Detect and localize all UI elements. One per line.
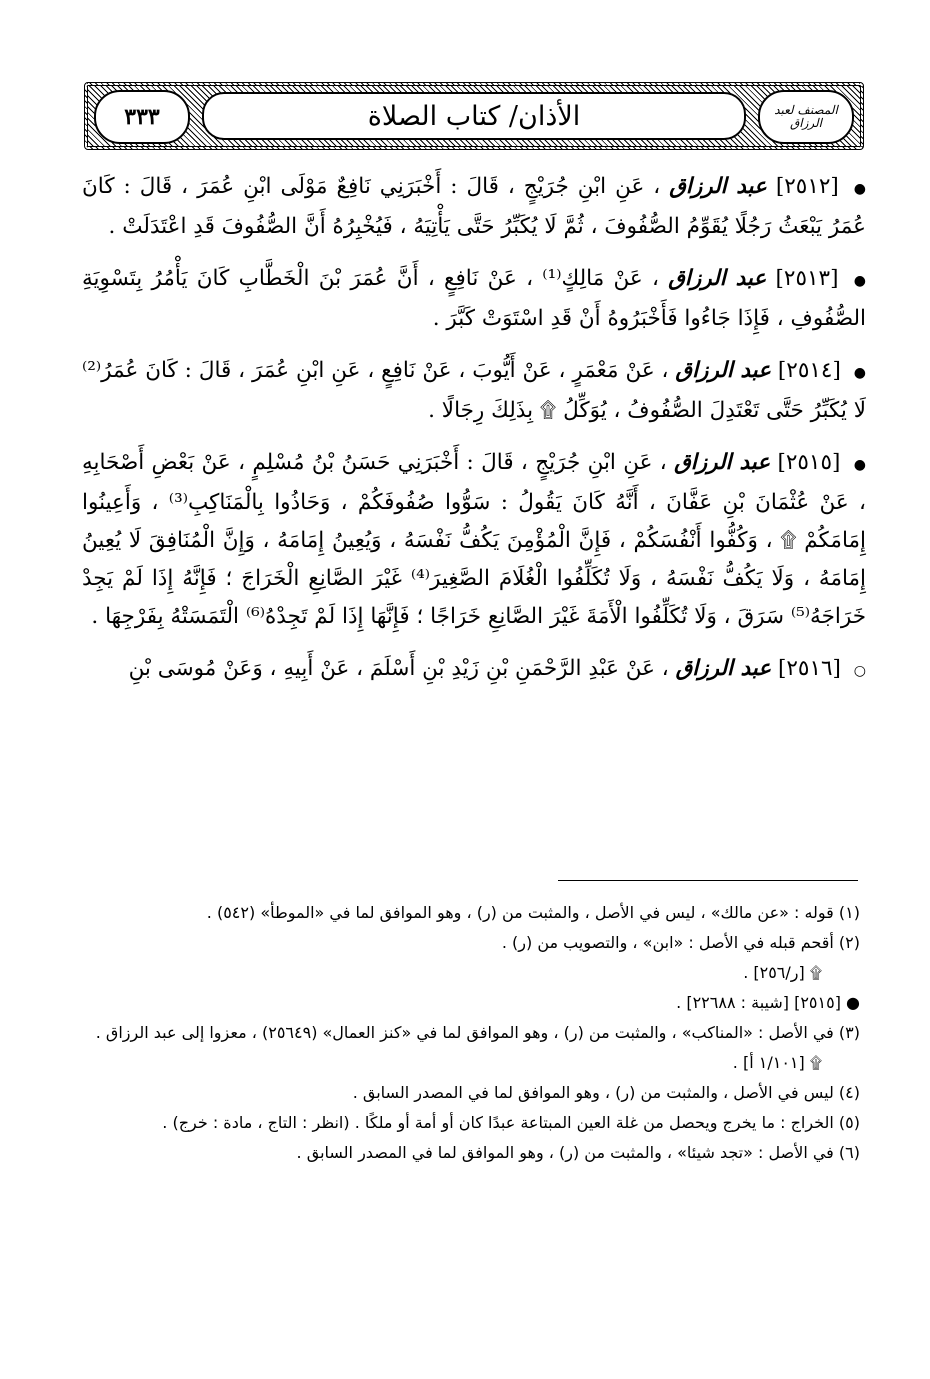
hadith-entry — [82, 352, 866, 430]
hadith-number: [٢٥١٤] — [777, 358, 841, 383]
hadith-entry — [82, 168, 866, 246]
hadith-author: عبد الرزاق — [674, 450, 771, 475]
hadith-marker: ○ — [853, 663, 866, 679]
hadith-text: ، عَنْ مَعْمَرٍ ، عَنْ أَيُّوبَ ، عَنْ نَافِعٍ ، عَنِ ابْنِ عُمَرَ ، قَالَ : كَانَ عُمَرُ⁽²⁾ لَا يُكَبِّرُ حَتَّى تَعْتَدِلَ الصُّفُوفُ ، يُوَكِّلُ ۩ بِذَلِكَ رِجَالًا . — [82, 358, 866, 423]
hadith-entry — [82, 650, 866, 690]
page-header — [84, 82, 864, 150]
hadith-author: عبد الرزاق — [668, 266, 767, 291]
hadith-text: ، عَنِ ابْنِ جُرَيْجٍ ، قَالَ : أَخْبَرَنِي نَافِعٌ مَوْلَى ابْنِ عُمَرَ ، قَالَ : كَانَ عُمَرُ يَبْعَثُ رَجُلًا يُقَوِّمُ الصُّفُوفَ ، ثُمَّ لَا يُكَبِّرُ حَتَّى يَأْتِيَهُ ، فَيُخْبِرُهُ أَنَّ الصُّفُوفَ قَدِ اعْتَدَلَتْ . — [82, 174, 866, 239]
hadith-marker: ● — [853, 365, 866, 381]
header-title-cartouche — [202, 92, 746, 140]
hadith-text: ، عَنْ عَبْدِ الرَّحْمَنِ بْنِ زَيْدِ بْنِ أَسْلَمَ ، عَنْ أَبِيهِ ، وَعَنْ مُوسَى بْنِ — [128, 656, 669, 681]
hadith-number: [٢٥١٢] — [775, 174, 839, 199]
hadith-marker: ● — [853, 457, 866, 473]
folio-reference: ۩ [١/١٠١ أ] . — [732, 1053, 822, 1072]
hadith-author: عبد الرزاق — [669, 174, 767, 199]
hadith-text: ، عَنْ مَالِكٍ⁽¹⁾ ، عَنْ نَافِعٍ ، أَنَّ عُمَرَ بْنَ الْخَطَّابِ كَانَ يَأْمُرُ بِتَسْوِيَةِ الصُّفُوفِ ، فَإِذَا جَاءُوا فَأَخْبَرُوهُ أَنْ قَدِ اسْتَوَتْ كَبَّرَ . — [82, 266, 866, 331]
footnote-separator — [558, 880, 858, 881]
footnotes — [82, 898, 864, 1168]
hadith-entry — [82, 260, 866, 338]
footnote: (١) قوله : «عن مالك» ، ليس في الأصل ، والمثبت من (ر) ، وهو الموافق لما في «الموطأ» (٥٤٢) . — [206, 903, 860, 922]
page-number-medallion — [94, 90, 190, 144]
hadith-marker: ● — [853, 273, 867, 289]
source-reference: ● [٢٥١٥] [شيبة : ٢٢٦٨٨] . — [676, 993, 860, 1012]
hadith-marker: ● — [853, 181, 867, 197]
footnote: (٦) في الأصل : «تجد شيئا» ، والمثبت من (ر) ، وهو الموافق لما في المصدر السابق . — [296, 1143, 860, 1162]
book-name-medallion — [758, 90, 854, 144]
main-text — [82, 168, 866, 704]
footnote: (٤) ليس في الأصل ، والمثبت من (ر) ، وهو الموافق لما في المصدر السابق . — [352, 1083, 860, 1102]
footnote: (٣) في الأصل : «المناكب» ، والمثبت من (ر) ، وهو الموافق لما في «كنز العمال» (٢٥٦٤٩) ، معزوا إلى عبد الرزاق . — [95, 1023, 860, 1042]
hadith-number: [٢٥١٣] — [775, 266, 839, 291]
folio-reference: ۩ [ر/٢٥٦] . — [743, 963, 822, 982]
page-number: ٣٣٣ — [124, 104, 160, 130]
chapter-title: الأذان/ كتاب الصلاة — [367, 100, 581, 132]
hadith-author: عبد الرزاق — [675, 358, 771, 383]
footnote: (٢) أقحم قبله في الأصل : «ابن» ، والتصويب من (ر) . — [501, 933, 860, 952]
hadith-entry — [82, 444, 866, 636]
hadith-number: [٢٥١٥] — [777, 450, 841, 475]
hadith-author: عبد الرزاق — [675, 656, 772, 681]
hadith-text: ، عَنِ ابْنِ جُرَيْجٍ ، قَالَ : أَخْبَرَنِي حَسَنُ بْنُ مُسْلِمٍ ، عَنْ بَعْضِ أَصْحَابِهِ ، عَنْ عُثْمَانَ بْنِ عَفَّانَ ، أَنَّهُ كَانَ يَقُولُ : سَوُّوا صُفُوفَكُمْ ، وَحَاذُوا بِالْمَنَاكِبِ⁽³⁾ ، وَأَعِينُوا إِمَامَكُمْ ۩ ، وَكُفُّوا أَنْفُسَكُمْ ، فَإِنَّ الْمُؤْمِنَ يَكُفُّ نَفْسَهُ ، وَيُعِينُ إِمَامَهُ ، وَإِنَّ الْمُنَافِقَ لَا يُعِينُ إِمَامَهُ ، وَلَا يَكُفُّ نَفْسَهُ ، وَلَا تُكَلِّفُوا الْغُلَامَ الصَّغِيرَ⁽⁴⁾ غَيْرَ الصَّانِعِ الْخَرَاجَ ؛ فَإِنَّهُ إِذَا لَمْ يَجِدْ خَرَاجَهُ⁽⁵⁾ سَرَقَ ، وَلَا تُكَلِّفُوا الْأَمَةَ غَيْرَ الصَّانِعِ خَرَاجًا ؛ فَإِنَّهَا إِذَا لَمْ تَجِدْهُ⁽⁶⁾ الْتَمَسَتْهُ بِفَرْجِهَا . — [82, 450, 867, 629]
hadith-number: [٢٥١٦] — [777, 656, 841, 681]
book-name: المصنف لعبد الرزاق — [774, 103, 838, 130]
footnote: (٥) الخراج : ما يخرج ويحصل من غلة العين المبتاعة عبدًا كان أو أمة أو ملكًا . (انظر : التاج ، مادة : خرج) . — [162, 1113, 860, 1132]
